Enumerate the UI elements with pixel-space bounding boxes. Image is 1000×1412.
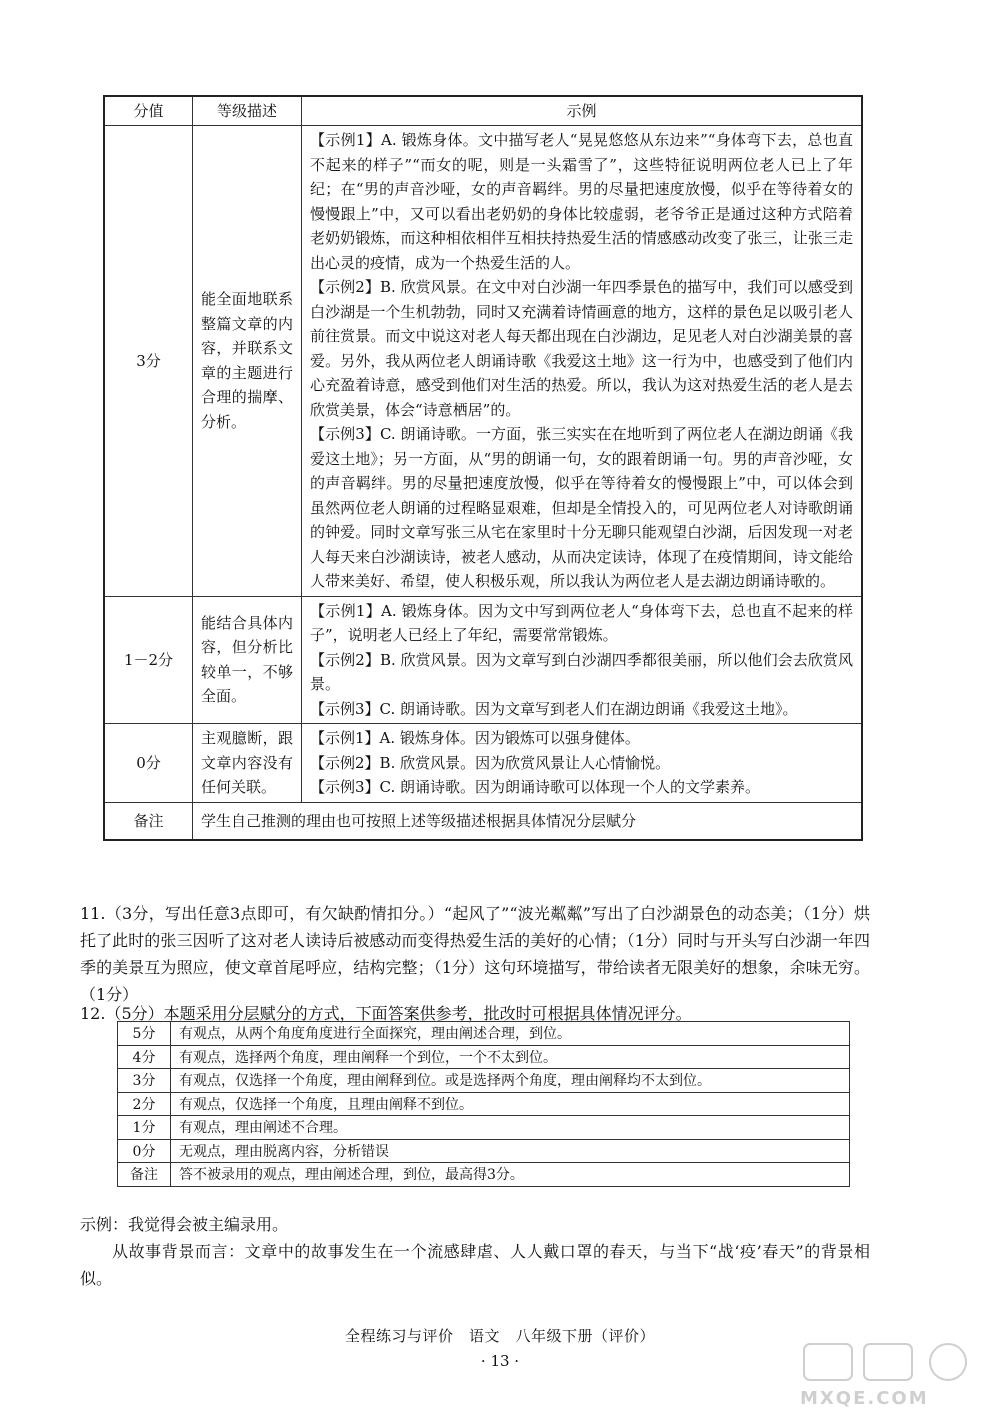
scoring-score: 3分 (118, 1069, 171, 1093)
rubric-row-1-2 (104, 596, 862, 724)
rubric-note-text: 学生自己推测的理由也可按照上述等级描述根据具体情况分层赋分 (193, 802, 863, 840)
scoring-desc: 有观点，理由阐述不合理。 (171, 1116, 850, 1140)
rubric-note-row (104, 802, 862, 840)
example-body: 从故事背景而言：文章中的故事发生在一个流感肆虐、人人戴口罩的春天，与当下“战‘疫’春天”的背景相似。 (80, 1242, 870, 1288)
rubric-desc: 能结合具体内容，但分析比较单一，不够全面。 (193, 596, 302, 724)
scoring-score: 5分 (118, 1022, 171, 1046)
rubric-examples (302, 126, 863, 597)
rubric-examples (302, 724, 863, 803)
answer-12-intro: 12.（5分）本题采用分层赋分的方式，下面答案供参考，批改时可根据具体情况评分。 (80, 1004, 692, 1023)
scoring-row (118, 1045, 850, 1069)
scoring-desc: 有观点，选择两个角度，理由阐释一个到位，一个不太到位。 (171, 1045, 850, 1069)
watermark-logo (800, 1340, 990, 1410)
scoring-score: 4分 (118, 1045, 171, 1069)
rubric-score: 3分 (104, 126, 193, 597)
rubric-example: 【示例2】B. 欣赏风景。因为文章写到白沙湖四季都很美丽，所以他们会去欣赏风景。 (310, 650, 853, 693)
rubric-header-row (104, 96, 862, 126)
scoring-score: 0分 (118, 1139, 171, 1163)
scoring-desc: 答不被录用的观点，理由阐述合理，到位，最高得3分。 (171, 1163, 850, 1187)
rubric-example: 【示例3】C. 朗诵诗歌。因为朗诵诗歌可以体现一个人的文学素养。 (310, 778, 761, 796)
rubric-table (103, 95, 863, 841)
rubric-example: 【示例3】C. 朗诵诗歌。一方面，张三实实在在地听到了两位老人在湖边朗诵《我爱这土地》；另一方面，从“男的朗诵一句，女的跟着朗诵一句。男的声音沙哑，女的声音羁绊。男的尽量把速度放慢，似乎在等待着女的慢慢跟上”中，可以体会到虽然两位老人朗诵的过程略显艰难，但却是全情投入的，可见两位老人对诗歌朗诵的钟爱。同时文章写张三从宅在家里时十分无聊只能观望白沙湖，后因发现一对老人每天来白沙湖读诗，被老人感动，从而决定读诗，体现了在疫情期间，诗文能给人带来美好、希望，使人积极乐观，所以我认为两位老人是去湖边朗诵诗歌的。 (310, 425, 853, 590)
svg-text:MXQE.COM: MXQE.COM (800, 1388, 929, 1409)
rubric-note-label: 备注 (104, 802, 193, 840)
rubric-header-desc: 等级描述 (193, 96, 302, 126)
rubric-score: 1－2分 (104, 596, 193, 724)
page-number: · 13 · (480, 1352, 520, 1370)
scoring-desc: 无观点，理由脱离内容，分析错误 (171, 1139, 850, 1163)
scoring-desc: 有观点，仅选择一个角度，且理由阐释不到位。 (171, 1092, 850, 1116)
rubric-header-score: 分值 (104, 96, 193, 126)
rubric-desc: 能全面地联系整篇文章的内容，并联系文章的主题进行合理的揣摩、分析。 (193, 126, 302, 597)
rubric-score: 0分 (104, 724, 193, 803)
scoring-score: 1分 (118, 1116, 171, 1140)
rubric-example: 【示例1】A. 锻炼身体。文中描写老人“晃晃悠悠从东边来”“身体弯下去，总也直不起来的样子”“而女的呢，则是一头霜雪了”，这些特征说明两位老人已上了年纪；在“男的声音沙哑，女的声音羁绊。男的尽量把速度放慢，似乎在等待着女的慢慢跟上”中，又可以看出老奶奶的身体比较虚弱，老爷爷正是通过这种方式陪着老奶奶锻炼，而这种相依相伴互相扶持热爱生活的情感感动改变了张三，让张三走出心灵的疫情，成为一个热爱生活的人。 (310, 131, 853, 272)
scoring-row (118, 1116, 850, 1140)
rubric-desc: 主观臆断，跟文章内容没有任何关联。 (193, 724, 302, 803)
example-intro: 示例：我觉得会被主编录用。 (80, 1215, 289, 1234)
rubric-example: 【示例3】C. 朗诵诗歌。因为文章写到老人们在湖边朗诵《我爱这土地》。 (310, 699, 798, 718)
rubric-row-3 (104, 126, 862, 597)
footer-title: 全程练习与评价 语文 八年级下册（评价） (344, 1327, 655, 1345)
scoring-table (117, 1021, 850, 1187)
scoring-row (118, 1022, 850, 1046)
scoring-desc: 有观点，从两个角度角度进行全面探究，理由阐述合理，到位。 (171, 1022, 850, 1046)
rubric-header-example: 示例 (302, 96, 863, 126)
rubric-example: 【示例1】A. 锻炼身体。因为锻炼可以强身健体。 (310, 729, 640, 747)
answer-11: 11.（3分，写出任意3点即可，有欠缺酌情扣分。）“起风了”“波光粼粼”写出了白沙湖景色的动态美；（1分）烘托了此时的张三因听了这对老人读诗后被感动而变得热爱生活的美好的心情；（1分）同时与开头写白沙湖一年四季的美景互为照应，使文章首尾呼应，结构完整；（1分）这句环境描写，带给读者无限美好的想象，余味无穷。（1分） (80, 904, 870, 1004)
rubric-example: 【示例2】B. 欣赏风景。因为欣赏风景让人心情愉悦。 (310, 753, 671, 772)
scoring-note-row (118, 1163, 850, 1187)
scoring-row (118, 1092, 850, 1116)
rubric-example: 【示例1】A. 锻炼身体。因为文中写到两位老人“身体弯下去，总也直不起来的样子”，说明老人已经上了年纪，需要常常锻炼。 (310, 601, 853, 644)
rubric-example: 【示例2】B. 欣赏风景。在文中对白沙湖一年四季景色的描写中，我们可以感受到白沙湖是一个生机勃勃，同时又充满着诗情画意的地方，这样的景色足以吸引老人前往赏景。而文中说这对老人每天都出现在白沙湖边，足见老人对白沙湖美景的喜爱。另外，我从两位老人朗诵诗歌《我爱这土地》这一行为中，也感受到了他们内心充盈着诗意，感受到他们对生活的热爱。所以，我认为这对热爱生活的老人是去欣赏美景，体会“诗意栖居”的。 (310, 278, 853, 419)
scoring-desc: 有观点，仅选择一个角度，理由阐释到位。或是选择两个角度，理由阐释均不太到位。 (171, 1069, 850, 1093)
scoring-row (118, 1139, 850, 1163)
rubric-row-0 (104, 724, 862, 803)
rubric-examples (302, 596, 863, 724)
scoring-row (118, 1069, 850, 1093)
scoring-score: 备注 (118, 1163, 171, 1187)
scoring-score: 2分 (118, 1092, 171, 1116)
